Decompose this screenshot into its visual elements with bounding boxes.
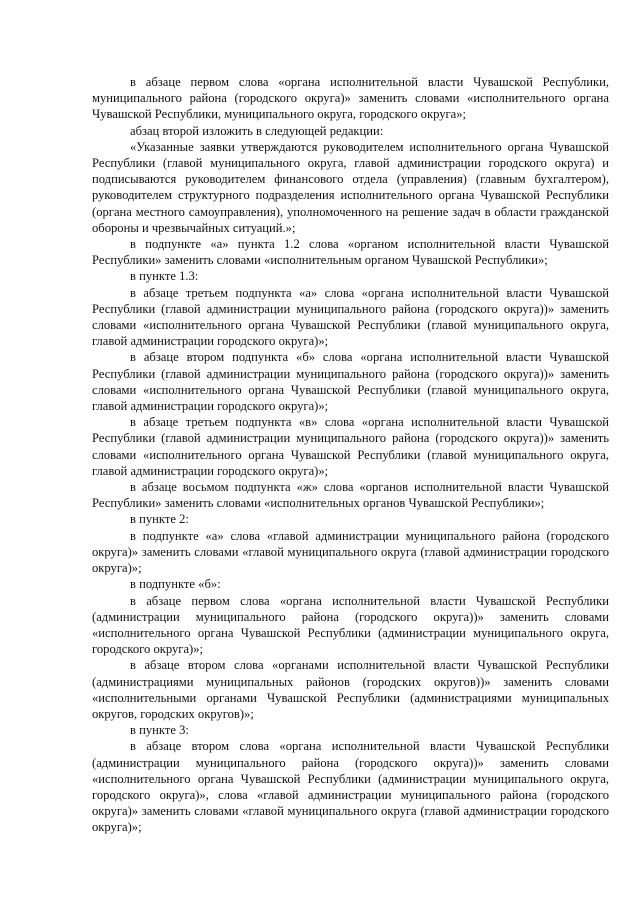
paragraph-5-item-heading: в пункте 1.3: [130, 269, 199, 284]
paragraph-14: в абзаце втором слова «органами исполнительной власти Чувашской Республики (администрациями муниципальных районов (городских округов))» заменить словами «исполнительными органами Чувашской Республики (администрациями муниципальных округов, городских округов)»; [92, 658, 609, 721]
paragraph-13: в абзаце первом слова «органа исполнительной власти Чувашской Республики (администрации муниципального района (городского округа))» заменить словами «исполнительного органа Чувашской Республики (администрации муниципального округа, городского округа)»; [92, 593, 609, 657]
paragraph-9: в абзаце восьмом подпункта «ж» слова «органов исполнительной власти Чувашской Республики» заменить словами «исполнительных органов Чувашской Республики»; [92, 480, 609, 511]
paragraph-4: в подпункте «а» пункта 1.2 слова «органом исполнительной власти Чувашской Республики» заменить словами «исполнительным органом Чувашской Республики»; [92, 237, 609, 268]
paragraph-16: в абзаце втором слова «органа исполнительной власти Чувашской Республики (администрации муниципального района (городского округа))» заменить словами «исполнительного органа Чувашской Республики (администрации муниципального округа, городского округа)», слова «главой администрации муниципального района (городского округа)» заменить словами «главой муниципального округа (главой администрации городского округа)»; [92, 739, 609, 835]
paragraph-1: в абзаце первом слова «органа исполнительной власти Чувашской Республики, муниципального района (городского округа)» заменить словами «исполнительного органа Чувашской Республики, муниципального округа, городского округа»; [92, 75, 609, 122]
paragraph-6: в абзаце третьем подпункта «а» слова «органа исполнительной власти Чувашской Республики (главой администрации муниципального района (городского округа))» заменить словами «исполнительного органа Чувашской Республики (главой муниципального округа, главой администрации городского округа)»; [92, 285, 609, 349]
paragraph-3-quoted-text: «Указанные заявки утверждаются руководителем исполнительного органа Чувашской Республики (главой муниципального округа, главой администрации городского округа) и подписываются руководителем финансового отдела (управления) (главным бухгалтером), руководителем структурного подразделения исполнительного органа Чувашской Республики (органа местного самоуправления), уполномоченного на решение задач в области гражданской обороны и чрезвычайных ситуаций.»; [92, 139, 609, 235]
paragraph-10-item-heading: в пункте 2: [130, 512, 189, 527]
paragraph-12-subitem-heading: в подпункте «б»: [130, 577, 221, 592]
paragraph-8: в абзаце третьем подпункта «в» слова «органа исполнительной власти Чувашской Республики (главой администрации муниципального района (городского округа))» заменить словами «исполнительного органа Чувашской Республики (главой муниципального округа, главой администрации городского округа)»; [92, 415, 609, 478]
paragraph-15-item-heading: в пункте 3: [130, 723, 189, 738]
paragraph-7: в абзаце втором подпункта «б» слова «органа исполнительной власти Чувашской Республики (главой администрации муниципального района (городского округа))» заменить словами «исполнительного органа Чувашской Республики (главой муниципального округа, главой администрации городского округа)»; [92, 350, 609, 414]
paragraph-11: в подпункте «а» слова «главой администрации муниципального района (городского округа)» заменить словами «главой муниципального округа (главой администрации городского округа)»; [92, 528, 609, 576]
paragraph-2: абзац второй изложить в следующей редакции: [130, 123, 384, 138]
